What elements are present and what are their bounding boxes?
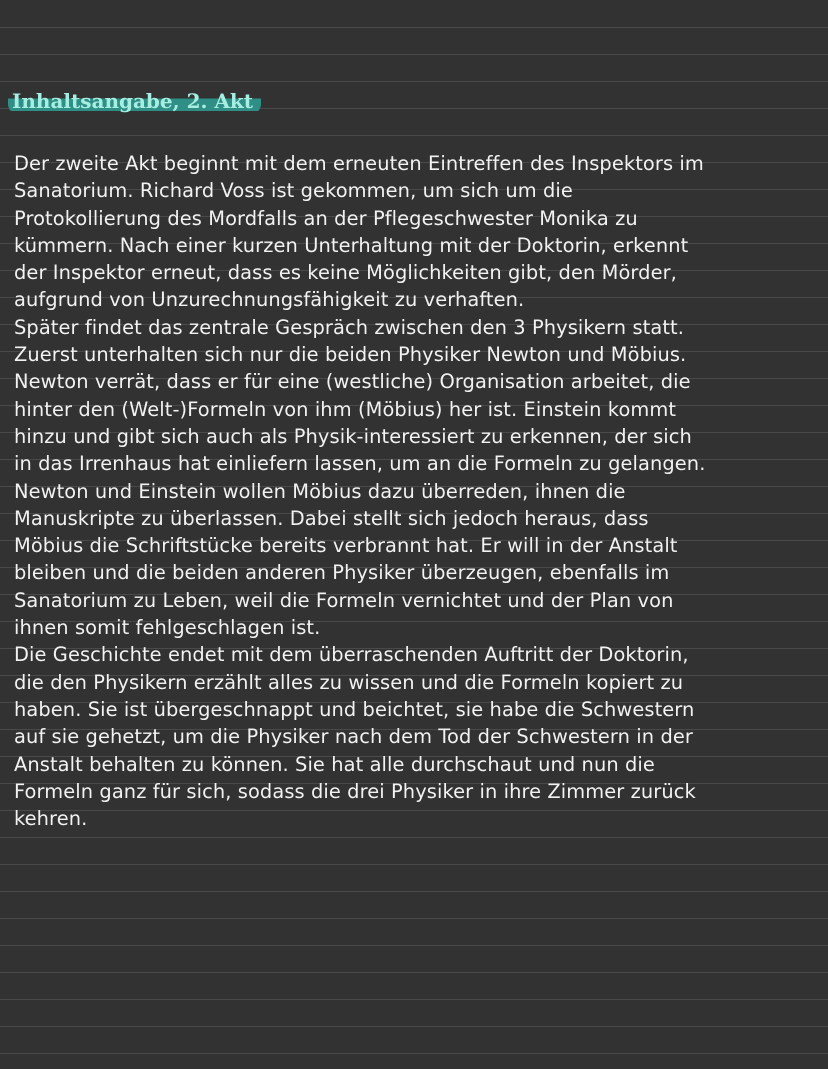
- paragraph-4: Die Geschichte endet mit dem überraschenden Auftritt der Doktorin, die den Physikern erzählt alles zu wissen und die Formeln kopiert zu haben. Sie ist übergeschnappt und beichtet, sie habe die Schwestern auf sie gehetzt, um die Physiker nach dem Tod der Schwestern in der Anstalt behalten zu können. Sie hat alle durchschaut und nun die Formeln ganz für sich, sodass die drei Physiker in ihre Zimmer zurück kehren.: [14, 643, 696, 831]
- paragraph-1: Der zweite Akt beginnt mit dem erneuten Eintreffen des Inspektors im Sanatorium. Richard Voss ist gekommen, um sich um die Protokollierung des Mordfalls an der Pflegeschwester Monika zu kümmern. Nach einer kurzen Unterhaltung mit der Doktorin, erkennt der Inspektor erneut, dass es keine Möglichkeiten gibt, den Mörder, aufgrund von Unzurechnungsfähigkeit zu verhaften.: [14, 152, 704, 312]
- paragraph-3: Zuerst unterhalten sich nur die beiden Physiker Newton und Möbius. Newton verrät, dass er für eine (westliche) Organisation arbeitet, die hinter den (Welt-)Formeln von ihm (Möbius) her ist. Einstein kommt hinzu und gibt sich auch als Physik-interessiert zu erkennen, der sich in das Irrenhaus hat einliefern lassen, um an die Formeln zu gelangen. Newton und Einstein wollen Möbius dazu überreden, ihnen die Manuskripte zu überlassen. Dabei stellt sich jedoch heraus, dass Möbius die Schriftstücke bereits verbrannt hat. Er will in der Anstalt bleiben und die beiden anderen Physiker überzeugen, ebenfalls im Sanatorium zu Leben, weil die Formeln vernichtet und der Plan von ihnen somit fehlgeschlagen ist.: [14, 343, 706, 640]
- page-title: Inhaltsangabe, 2. Akt: [8, 88, 261, 114]
- title-container: [8, 88, 261, 114]
- summary-body: [14, 150, 714, 832]
- paragraph-2: Später findet das zentrale Gespräch zwischen den 3 Physikern statt.: [14, 315, 685, 339]
